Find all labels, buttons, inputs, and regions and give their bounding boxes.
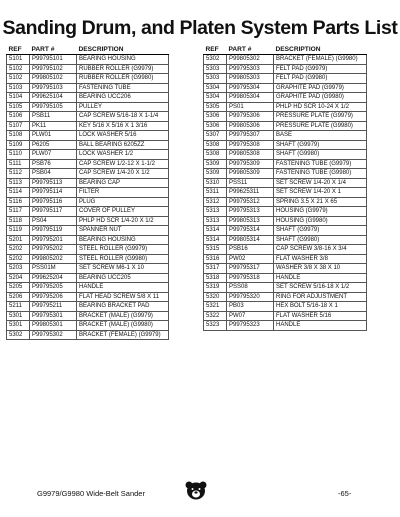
cell-ref: 5316 [204,254,227,264]
table-row [7,93,169,103]
cell-part-number: P99805313 [227,216,274,226]
cell-description: SHAFT (G9979) [274,226,367,236]
cell-ref: 5301 [7,321,30,331]
cell-ref: 5310 [204,178,227,188]
cell-description: SET SCREW 1/4-20 X 1/4 [274,178,367,188]
cell-part-number: P99795202 [30,245,77,255]
cell-description: BEARING HOUSING [77,235,169,245]
table-row [204,93,367,103]
table-row [204,302,367,312]
cell-description: FELT PAD (G9979) [274,64,367,74]
cell-ref: 5109 [7,140,30,150]
parts-table-left [6,44,169,340]
cell-part-number: PSB76 [30,159,77,169]
cell-ref: 5101 [7,55,30,65]
cell-description: BEARING BRACKET PAD [77,302,169,312]
cell-description: HANDLE [274,321,367,331]
table-row [204,273,367,283]
cell-description: BEARING UCC205 [77,273,169,283]
table-row [7,131,169,141]
cell-ref: 5315 [204,245,227,255]
table-row [204,55,367,65]
table-row [7,207,169,217]
table-row [7,188,169,198]
cell-ref: 5117 [7,207,30,217]
cell-part-number: P99795105 [30,102,77,112]
table-row [204,83,367,93]
table-row [204,131,367,141]
cell-ref: 5309 [204,159,227,169]
cell-ref: 5312 [204,197,227,207]
cell-part-number: PSB11 [30,112,77,122]
cell-part-number: P99795302 [30,330,77,340]
cell-description: CAP SCREW 5/16-18 X 1-1/4 [77,112,169,122]
cell-description: FLAT WASHER 5/16 [274,311,367,321]
table-row [204,102,367,112]
cell-part-number: PSS11 [227,178,274,188]
cell-part-number: P99795117 [30,207,77,217]
cell-description: CAP SCREW 3/8-16 X 3/4 [274,245,367,255]
cell-part-number: P99795113 [30,178,77,188]
table-row [7,311,169,321]
cell-part-number: P99795101 [30,55,77,65]
cell-ref: 5104 [7,93,30,103]
cell-ref: 5206 [7,292,30,302]
cell-description: COVER OF PULLEY [77,207,169,217]
table-row [7,178,169,188]
cell-part-number: P99795119 [30,226,77,236]
cell-description: SHAFT (G9979) [274,140,367,150]
cell-part-number: P99795205 [30,283,77,293]
cell-part-number: P99625311 [227,188,274,198]
cell-description: CAP SCREW 1/2-12 X 1-1/2 [77,159,169,169]
cell-part-number: P99805102 [30,74,77,84]
cell-part-number: P99795301 [30,311,77,321]
cell-part-number: P99795309 [227,159,274,169]
cell-description: PHLP HD SCR 1/4-20 X 1/2 [77,216,169,226]
table-row [204,112,367,122]
cell-description: PHLP HD SCR 10-24 X 1/2 [274,102,367,112]
cell-part-number: P99795306 [227,112,274,122]
cell-ref: 5304 [204,83,227,93]
cell-description: FILTER [77,188,169,198]
table-row [7,150,169,160]
cell-description: BEARING HOUSING [77,55,169,65]
cell-description: SHAFT (G9980) [274,150,367,160]
table-row [7,169,169,179]
cell-part-number: P99795308 [227,140,274,150]
cell-part-number: P99805309 [227,169,274,179]
cell-description: LOCK WASHER 1/2 [77,150,169,160]
cell-description: BALL BEARING 6205ZZ [77,140,169,150]
cell-part-number: P99795103 [30,83,77,93]
cell-ref: 5306 [204,112,227,122]
header-description: DESCRIPTION [274,44,367,55]
cell-part-number: P99625104 [30,93,77,103]
cell-part-number: P99795102 [30,64,77,74]
table-row [204,226,367,236]
cell-ref: 5318 [204,273,227,283]
cell-part-number: PLW07 [30,150,77,160]
cell-ref: 5323 [204,321,227,331]
cell-description: HANDLE [274,273,367,283]
cell-description: SET SCREW 1/4-20 X 1 [274,188,367,198]
table-row [7,83,169,93]
parts-table-right-body [204,55,367,331]
cell-part-number: P99795304 [227,83,274,93]
cell-ref: 5307 [204,131,227,141]
cell-part-number: P99805308 [227,150,274,160]
cell-part-number: P99805202 [30,254,77,264]
table-row [204,264,367,274]
cell-description: PULLEY [77,102,169,112]
table-row [204,159,367,169]
cell-description: STEEL ROLLER (G9979) [77,245,169,255]
cell-description: KEY 5/16 X 5/16 X 1 3/16 [77,121,169,131]
cell-part-number: P99795211 [30,302,77,312]
table-row [7,235,169,245]
table-row [204,188,367,198]
cell-ref: 5313 [204,216,227,226]
cell-description: BEARING UCC206 [77,93,169,103]
cell-description: RUBBER ROLLER (G9979) [77,64,169,74]
cell-part-number: PB03 [227,302,274,312]
cell-description: BRACKET (MALE) (G9980) [77,321,169,331]
header-part: PART # [30,44,77,55]
cell-description: STEEL ROLLER (G9980) [77,254,169,264]
cell-ref: 5111 [7,159,30,169]
cell-part-number: P99795323 [227,321,274,331]
cell-ref: 5321 [204,302,227,312]
cell-part-number: P99795313 [227,207,274,217]
cell-part-number: PLW01 [30,131,77,141]
cell-ref: 5119 [7,226,30,236]
cell-part-number: P99795206 [30,292,77,302]
cell-ref: 5303 [204,74,227,84]
cell-ref: 5320 [204,292,227,302]
cell-ref: 5311 [204,188,227,198]
table-row [204,245,367,255]
table-row [204,207,367,217]
table-header-row [7,44,169,55]
table-row [204,235,367,245]
cell-ref: 5113 [7,178,30,188]
cell-part-number: P99805304 [227,93,274,103]
table-row [7,283,169,293]
cell-ref: 5204 [7,273,30,283]
cell-part-number: P99805301 [30,321,77,331]
cell-part-number: P99795317 [227,264,274,274]
table-row [204,292,367,302]
table-row [7,140,169,150]
bear-head-logo-icon [184,481,208,501]
cell-description: SET SCREW M6-1 X 10 [77,264,169,274]
cell-ref: 5305 [204,102,227,112]
cell-part-number: PW02 [227,254,274,264]
cell-ref: 5304 [204,93,227,103]
table-row [7,302,169,312]
cell-ref: 5303 [204,64,227,74]
cell-part-number: P99795116 [30,197,77,207]
cell-ref: 5106 [7,112,30,122]
table-row [7,245,169,255]
cell-part-number: PW07 [227,311,274,321]
table-row [204,178,367,188]
cell-ref: 5211 [7,302,30,312]
table-row [7,330,169,340]
cell-part-number: P6205 [30,140,77,150]
cell-part-number: PSB04 [30,169,77,179]
parts-table-right [203,44,367,331]
table-row [7,226,169,236]
cell-part-number: PK11 [30,121,77,131]
parts-table-left-body [7,55,169,340]
cell-description: FLAT HEAD SCREW 5/8 X 11 [77,292,169,302]
cell-ref: 5302 [7,330,30,340]
footer-model: G9979/G9980 Wide-Belt Sander [37,489,145,498]
cell-description: SPRING 3.5 X 21 X 65 [274,197,367,207]
cell-ref: 5102 [7,74,30,84]
cell-ref: 5203 [7,264,30,274]
table-row [204,254,367,264]
cell-part-number: P99795314 [227,226,274,236]
cell-description: SPANNER NUT [77,226,169,236]
cell-part-number: P99805302 [227,55,274,65]
cell-ref: 5301 [7,311,30,321]
cell-description: FASTENING TUBE (G9980) [274,169,367,179]
cell-description: RUBBER ROLLER (G9980) [77,74,169,84]
cell-description: BEARING CAP [77,178,169,188]
table-row [7,254,169,264]
cell-description: BRACKET (FEMALE) (G9980) [274,55,367,65]
header-part: PART # [227,44,274,55]
cell-part-number: P99795318 [227,273,274,283]
cell-ref: 5114 [7,188,30,198]
cell-description: SHAFT (G9980) [274,235,367,245]
cell-part-number: P99805314 [227,235,274,245]
cell-ref: 5319 [204,283,227,293]
cell-description: FLAT WASHER 3/8 [274,254,367,264]
cell-ref: 5306 [204,121,227,131]
table-row [204,311,367,321]
cell-ref: 5308 [204,140,227,150]
cell-description: HOUSING (G9980) [274,216,367,226]
cell-description: FELT PAD (G9980) [274,74,367,84]
cell-ref: 5314 [204,226,227,236]
cell-ref: 5205 [7,283,30,293]
cell-description: BRACKET (FEMALE) (G9979) [77,330,169,340]
cell-ref: 5317 [204,264,227,274]
table-row [204,121,367,131]
table-row [7,159,169,169]
cell-description: PRESSURE PLATE (G9980) [274,121,367,131]
cell-part-number: P99625204 [30,273,77,283]
table-row [7,321,169,331]
table-row [204,283,367,293]
cell-description: LOCK WASHER 5/16 [77,131,169,141]
cell-part-number: PS04 [30,216,77,226]
cell-ref: 5201 [7,235,30,245]
cell-ref: 5116 [7,197,30,207]
cell-description: HOUSING (G9979) [274,207,367,217]
table-row [7,112,169,122]
table-row [7,74,169,84]
page-title: Sanding Drum, and Platen System Parts List [2,17,398,39]
cell-ref: 5313 [204,207,227,217]
cell-ref: 5302 [204,55,227,65]
cell-part-number: PSS01M [30,264,77,274]
header-ref: REF [204,44,227,55]
table-row [7,264,169,274]
table-row [204,216,367,226]
table-header-row [204,44,367,55]
table-row [204,150,367,160]
table-row [7,64,169,74]
table-row [204,321,367,331]
table-row [7,55,169,65]
cell-ref: 5322 [204,311,227,321]
cell-part-number: P99795201 [30,235,77,245]
cell-ref: 5308 [204,150,227,160]
table-row [204,64,367,74]
cell-description: GRAPHITE PAD (G9980) [274,93,367,103]
cell-description: HEX BOLT 5/16-18 X 1 [274,302,367,312]
header-description: DESCRIPTION [77,44,169,55]
cell-part-number: P99805306 [227,121,274,131]
cell-ref: 5309 [204,169,227,179]
table-row [7,273,169,283]
table-row [204,140,367,150]
cell-description: HANDLE [77,283,169,293]
cell-description: FASTENING TUBE (G9979) [274,159,367,169]
table-row [204,169,367,179]
cell-ref: 5202 [7,245,30,255]
cell-part-number: P99805303 [227,74,274,84]
header-ref: REF [7,44,30,55]
cell-description: CAP SCREW 1/4-20 X 1/2 [77,169,169,179]
cell-ref: 5202 [7,254,30,264]
cell-ref: 5107 [7,121,30,131]
table-row [7,102,169,112]
page-number: -65- [338,489,352,498]
table-row [7,121,169,131]
table-row [7,216,169,226]
cell-description: BRACKET (MALE) (G9979) [77,311,169,321]
cell-ref: 5103 [7,83,30,93]
table-row [7,292,169,302]
cell-description: WASHER 3/8 X 38 X 10 [274,264,367,274]
cell-part-number: P99795312 [227,197,274,207]
cell-part-number: PSS08 [227,283,274,293]
cell-ref: 5118 [7,216,30,226]
cell-ref: 5108 [7,131,30,141]
cell-ref: 5110 [7,150,30,160]
cell-part-number: P99795307 [227,131,274,141]
cell-part-number: P99795114 [30,188,77,198]
cell-part-number: PSB16 [227,245,274,255]
cell-description: PLUG [77,197,169,207]
cell-ref: 5102 [7,64,30,74]
cell-ref: 5112 [7,169,30,179]
cell-ref: 5105 [7,102,30,112]
table-row [204,74,367,84]
cell-part-number: PS01 [227,102,274,112]
cell-description: FASTENING TUBE [77,83,169,93]
cell-description: PRESSURE PLATE (G9979) [274,112,367,122]
table-row [7,197,169,207]
cell-part-number: P99795303 [227,64,274,74]
table-row [204,197,367,207]
cell-description: RING FOR ADJUSTMENT [274,292,367,302]
cell-description: BASE [274,131,367,141]
cell-ref: 5314 [204,235,227,245]
cell-description: SET SCREW 5/16-18 X 1/2 [274,283,367,293]
cell-part-number: P99795320 [227,292,274,302]
cell-description: GRAPHITE PAD (G9979) [274,83,367,93]
